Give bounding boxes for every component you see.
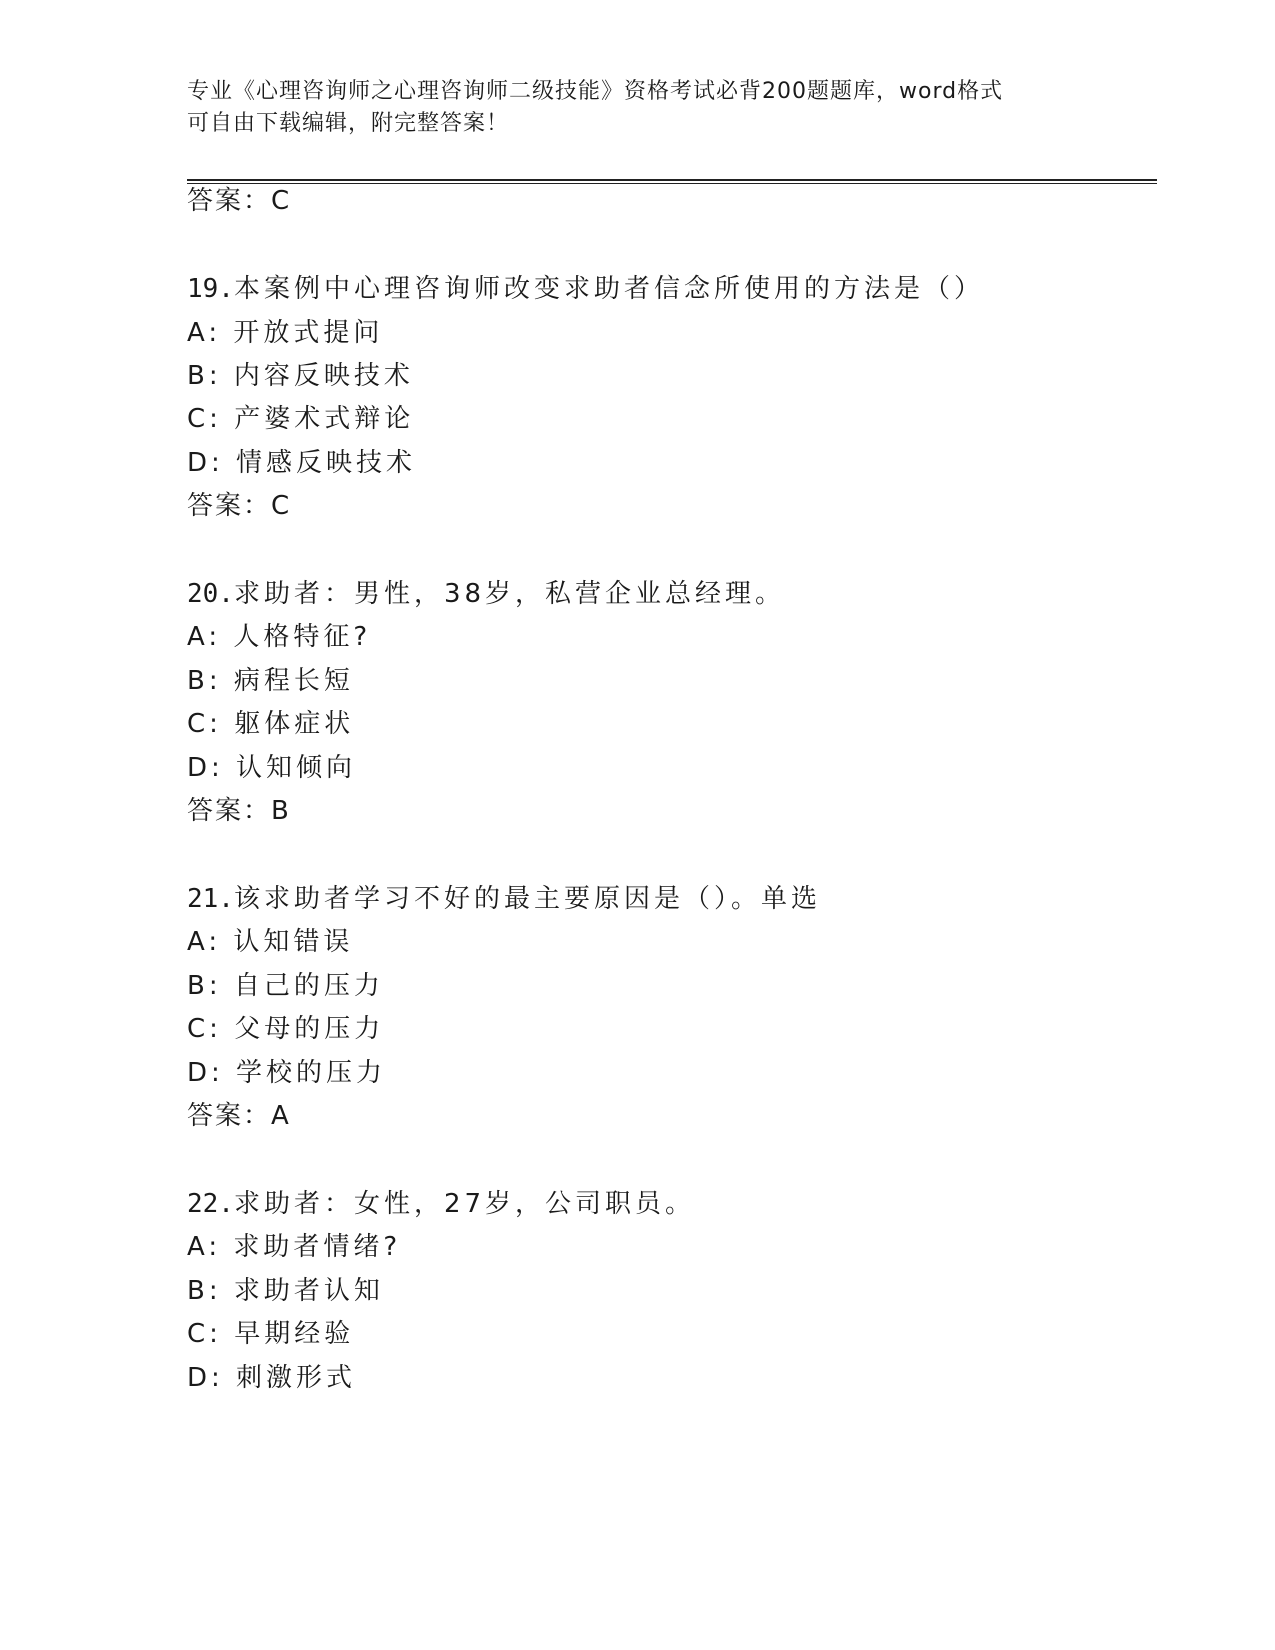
page-header <box>187 76 1087 140</box>
question-number: 19. <box>187 274 234 304</box>
option-text: 人格特征? <box>233 622 372 652</box>
option-item <box>187 1361 356 1395</box>
option-text: 早期经验 <box>234 1319 355 1349</box>
option-text: 求助者认知 <box>233 1276 384 1306</box>
answer-label: 答案： <box>187 491 272 521</box>
answer-label: 答案： <box>187 796 272 826</box>
option-text: 情感反映技术 <box>236 448 417 478</box>
option-item <box>187 1056 386 1090</box>
option-key: C: <box>187 1014 222 1044</box>
option-item <box>187 1012 384 1046</box>
option-key: D: <box>187 448 224 478</box>
option-key: B: <box>187 971 222 1001</box>
header-line-1: 专业《心理咨询师之心理咨询师二级技能》资格考试必背200题题库，word格式 <box>187 79 1004 104</box>
option-item <box>187 707 354 741</box>
option-item <box>187 359 414 393</box>
option-key: D: <box>187 1363 224 1393</box>
option-item <box>187 969 384 1003</box>
option-text: 刺激形式 <box>236 1363 357 1393</box>
option-key: D: <box>187 1058 224 1088</box>
option-text: 躯体症状 <box>234 709 355 739</box>
option-item <box>187 664 354 698</box>
header-line-2: 可自由下载编辑，附完整答案！ <box>187 111 510 136</box>
question-text: 求助者：男性，38岁，私营企业总经理。 <box>233 579 786 609</box>
answer-value: C <box>271 491 292 521</box>
option-item <box>187 446 416 480</box>
question-stem <box>187 272 984 306</box>
question-text: 该求助者学习不好的最主要原因是（）。单选 <box>233 884 821 914</box>
option-key: C: <box>187 1319 222 1349</box>
option-text: 病程长短 <box>233 666 354 696</box>
option-key: B: <box>187 666 222 696</box>
answer-value: C <box>271 186 292 216</box>
answer-line <box>187 1099 291 1133</box>
answer-label: 答案： <box>187 1101 272 1131</box>
option-key: A: <box>187 1232 222 1262</box>
option-item <box>187 1230 401 1264</box>
option-text: 开放式提问 <box>233 318 384 348</box>
option-item <box>187 1317 354 1351</box>
question-text: 本案例中心理咨询师改变求助者信念所使用的方法是（） <box>233 274 984 304</box>
option-text: 认知错误 <box>233 927 354 957</box>
question-stem <box>187 577 785 611</box>
option-text: 内容反映技术 <box>233 361 414 391</box>
header-divider <box>187 179 1157 184</box>
question-number: 20. <box>187 579 234 609</box>
answer-label: 答案： <box>187 186 272 216</box>
option-item <box>187 316 383 350</box>
question-stem <box>187 1187 695 1221</box>
question-number: 22. <box>187 1189 234 1219</box>
option-text: 自己的压力 <box>233 971 384 1001</box>
option-item <box>187 751 356 785</box>
option-text: 父母的压力 <box>234 1014 385 1044</box>
option-text: 认知倾向 <box>236 753 357 783</box>
option-key: A: <box>187 927 222 957</box>
answer-value: A <box>271 1101 291 1131</box>
option-key: C: <box>187 404 222 434</box>
option-key: A: <box>187 318 222 348</box>
option-key: C: <box>187 709 222 739</box>
question-number: 21. <box>187 884 234 914</box>
option-key: B: <box>187 1276 222 1306</box>
previous-answer <box>187 184 291 218</box>
option-item <box>187 620 371 654</box>
option-text: 产婆术式辩论 <box>234 404 415 434</box>
option-text: 学校的压力 <box>236 1058 387 1088</box>
option-key: B: <box>187 361 222 391</box>
option-item <box>187 925 353 959</box>
option-text: 求助者情绪? <box>233 1232 402 1262</box>
answer-value: B <box>271 796 291 826</box>
answer-line <box>187 489 291 523</box>
option-key: D: <box>187 753 224 783</box>
answer-line <box>187 794 291 828</box>
option-key: A: <box>187 622 222 652</box>
question-text: 求助者：女性，27岁，公司职员。 <box>233 1189 696 1219</box>
option-item <box>187 402 414 436</box>
option-item <box>187 1274 384 1308</box>
question-stem <box>187 882 821 916</box>
